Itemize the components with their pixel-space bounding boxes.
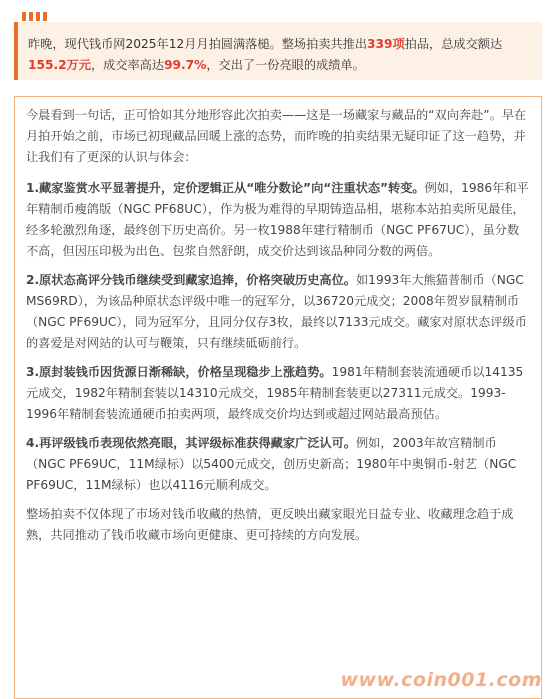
summary-text-2: 拍品，总成交额达 <box>404 37 503 51</box>
closing-paragraph: 整场拍卖不仅体现了市场对钱币收藏的热情，更反映出藏家眼光日益专业、收藏理念趋于成熟，共同推动了钱币收藏市场向更健康、更可持续的方向发展。 <box>26 507 514 542</box>
point-2-text: 如1993年大熊猫普制币（NGC MS69RD），为该品种原状态评级中唯一的冠军分，以36720元成交；2008年贺岁鼠精制币（NGC PF69UC），同为冠军分，且同分仅存3枚，最终以7133元成交。藏家对原状态评级币的喜爱是对网站的认可与鞭策，只有继续砥砺前行。 <box>26 273 527 350</box>
point-4-text: 例如，2003年故宫精制币（NGC PF69UC，11M绿标）以5400元成交，创历史新高；1980年中奥铜币-射艺（NGC PF69UC，11M绿标）也以4116元顺利成交。 <box>26 436 517 492</box>
point-2 <box>26 270 530 354</box>
point-1-text: 例如，1986年和平年精制币瘦鸽版（NGC PF68UC），作为极为难得的早期铸造品相，堪称本站拍卖所见最佳，经多轮激烈角逐，最终创下历史高价。另一枚1988年建行精制币（NGC PF67UC），虽分数不高，但因压印极为出色、包浆自然舒朗，成交价达到该品种同分数的两倍。 <box>26 181 529 258</box>
point-4 <box>26 433 530 496</box>
intro-paragraph: 今晨看到一句话，正可恰如其分地形容此次拍卖——这是一场藏家与藏品的“双向奔赴”。早在月拍开始之前，市场已初现藏品回暖上涨的态势，而昨晚的拍卖结果无疑印证了这一趋势，并让我们有了更深的认识与体会： <box>26 108 527 164</box>
point-3-text: 1981年精制套装流通硬币以14135元成交，1982年精制套装以14310元成交，1985年精制套装更以27311元成交。1993-1996年精制套装流通硬币拍卖两项，最终成交价均达到或超过网站最高预估。 <box>26 365 524 421</box>
article-body <box>14 96 542 699</box>
accent-bars-icon <box>22 12 47 21</box>
point-2-heading: 2.原状态高评分钱币继续受到藏家追捧，价格突破历史高位。 <box>26 273 356 287</box>
summary-text-4: ，交出了一份亮眼的成绩单。 <box>206 58 365 72</box>
point-1 <box>26 178 530 262</box>
point-4-heading: 4.再评级钱币表现依然亮眼，其评级标准获得藏家广泛认可。 <box>26 436 356 450</box>
summary-section <box>0 0 556 86</box>
summary-text-3: ，成交率高达 <box>90 58 165 72</box>
site-watermark: www.coin001.com <box>340 669 542 691</box>
lots-count: 339项 <box>367 37 405 51</box>
point-3 <box>26 362 530 425</box>
point-1-heading: 1.藏家鉴赏水平显著提升，定价逻辑正从“唯分数论”向“注重状态”转变。 <box>26 181 425 195</box>
success-rate: 99.7% <box>164 58 207 72</box>
summary-box <box>14 22 542 80</box>
point-3-heading: 3.原封装钱币因货源日渐稀缺，价格呈现稳步上涨趋势。 <box>26 365 332 379</box>
turnover-amount: 155.2万元 <box>28 58 91 72</box>
summary-text-1: 昨晚，现代钱币网2025年12月月拍圆满落槌。整场拍卖共推出 <box>28 37 368 51</box>
